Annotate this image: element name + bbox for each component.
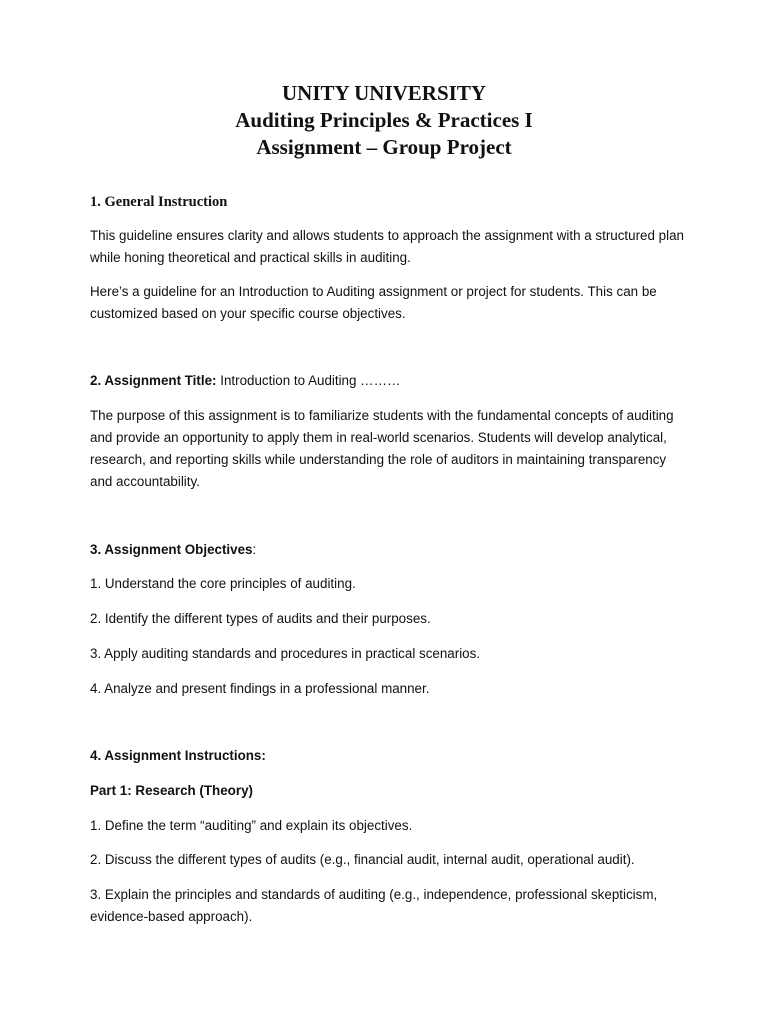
section2-paragraph: The purpose of this assignment is to familiarize students with the fundamental concepts of auditing and provide an opportunity to apply them in real-world scenarios. Students will develop analytical, research, and reporting skills while understanding the role of auditors in maintaining transparency and accountability. [90,408,674,489]
university-title: UNITY UNIVERSITY [281,81,486,105]
assignment-title: Assignment – Group Project [256,135,512,159]
part1-heading: Part 1: Research (Theory) [90,783,253,798]
section3-heading-label: 3. Assignment Objectives [90,542,253,557]
section1-heading: 1. General Instruction [90,194,228,210]
section1-paragraph-1: This guideline ensures clarity and allows students to approach the assignment with a structured plan while honing theoretical and practical skills in auditing. [90,228,684,265]
objective-item: 2. Identify the different types of audits and their purposes. [90,611,431,626]
section4-heading: 4. Assignment Instructions: [90,748,266,763]
instruction-item: 2. Discuss the different types of audits (e.g., financial audit, internal audit, operational audit). [90,852,635,867]
section3-heading [90,539,690,561]
section1-paragraph-2: Here’s a guideline for an Introduction to Auditing assignment or project for students. This can be customized based on your specific course objectives. [90,284,657,321]
objective-item: 4. Analyze and present findings in a professional manner. [90,681,430,696]
objective-item: 1. Understand the core principles of auditing. [90,576,356,591]
section3-heading-colon: : [252,542,257,557]
course-title: Auditing Principles & Practices I [235,108,533,132]
instruction-item: 3. Explain the principles and standards of auditing (e.g., independence, professional skepticism, evidence-based approach). [90,887,658,924]
instruction-item: 1. Define the term “auditing” and explain its objectives. [90,818,413,833]
objective-item: 3. Apply auditing standards and procedures in practical scenarios. [90,646,481,661]
section2-heading-value: Introduction to Auditing ……… [216,373,401,388]
section2-heading [90,370,690,392]
section2-heading-label: 2. Assignment Title: [90,373,217,388]
